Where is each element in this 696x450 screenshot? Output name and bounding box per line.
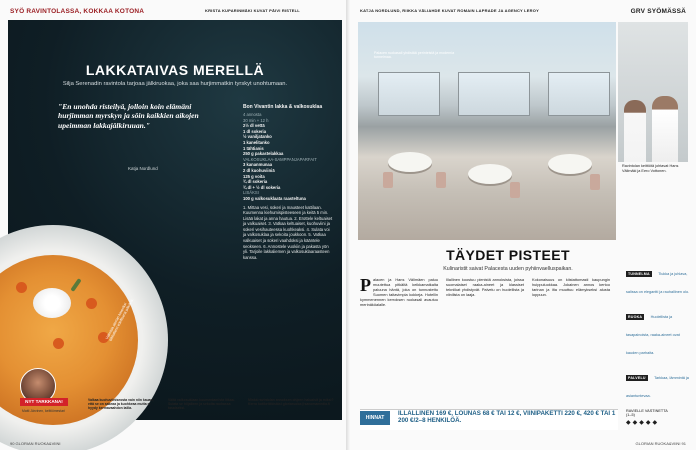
recipe-box bbox=[243, 104, 333, 260]
tip-column-3: Minkä ravintolan annoksen ohjeen haluaisit ja miksi? Kerro kotikeittiöstäsi gloriaruoka@sanomamedia.fi bbox=[248, 398, 334, 407]
recipe-servings: 4 annosta bbox=[243, 112, 262, 117]
sidebar-item-ruoka bbox=[626, 305, 690, 359]
tip-column-1: Valkaa kuohuviiniseosta vain niin kauan, että se on sakeaa ja kuohkeaa mutta ei hyydy kermavaahdon lailla. bbox=[88, 398, 154, 411]
chef-figure bbox=[624, 100, 646, 162]
window-graphic bbox=[458, 72, 530, 116]
ingredient: ¾ dl + ½ dl sokeria bbox=[243, 184, 281, 190]
ingredient: 250 g pakastelakkaa bbox=[243, 151, 284, 157]
tip-tag: NYT TARKKANA! bbox=[20, 398, 68, 406]
quote-author: Katja Nordlund bbox=[128, 166, 158, 171]
fish-icon: ◆ bbox=[632, 420, 638, 426]
ingredient: 125 g voita bbox=[243, 173, 265, 179]
review-subtitle: Kulinaristit saivat Palacesta uuden pyhiinvaelluspaikan. bbox=[443, 266, 573, 272]
ingredient: 2 dl kuohuviiniä bbox=[243, 167, 275, 173]
article-title: LAKKATAIVAS MERELLÄ bbox=[85, 62, 265, 78]
dish-photo bbox=[8, 20, 342, 420]
right-page bbox=[348, 0, 696, 450]
angled-tip-text: Valmista aterian kaveriksi lakkaliemi edellisenä päivänä. bbox=[105, 298, 135, 342]
pull-quote: "En unohda risteilyä, jolloin koin elämäni hurjimman myrskyn ja söin kaikkien aikojen upeimman lakkajälkiruuan." bbox=[58, 102, 199, 130]
ingredient: ¾ dl sokeria bbox=[243, 179, 268, 185]
ingredient: ½ vaniljatanko bbox=[243, 134, 272, 140]
sidebar-item-tunnelma bbox=[626, 262, 690, 298]
table-graphic bbox=[468, 164, 512, 184]
ingredient: 1 dl sokeria bbox=[243, 128, 267, 134]
cloudberry-graphic bbox=[16, 282, 27, 293]
sidebar-text: Tiukka ja juhlava, salissa on elegantti ja rauhallinen olo. bbox=[626, 272, 690, 294]
gutter-shadow bbox=[346, 0, 350, 450]
sidebar-text: Tarkkaa, lämmintä ja asiantuntevaa. bbox=[626, 376, 689, 398]
sidebar-badge: RUOKA bbox=[628, 315, 643, 319]
rating-label: RAVIELLE VASTINETTA bbox=[626, 409, 668, 413]
fish-icon: ◆ bbox=[639, 420, 644, 426]
table-graphic bbox=[388, 152, 432, 172]
sidebar-text: Huolellista ja tasapainoista, raaka-aineet ovat kauden parhaita. bbox=[626, 315, 680, 355]
chair-graphic bbox=[436, 172, 446, 188]
price-text: ILLALLINEN 169 €, LOUNAS 68 € TAI 12 €, VIINIPAKETTI 220 €, 420 € TAI 1 200 €/2–8 HENKILÖÄ. bbox=[398, 410, 616, 425]
section-header: GRV SYÖMÄSSÄ bbox=[630, 8, 686, 15]
restaurant-photo bbox=[358, 22, 616, 240]
parfait-graphic bbox=[33, 288, 71, 318]
recipe-title: Bon Vivantin lakka & valkosuklaa bbox=[243, 104, 323, 110]
fish-icon: ◆ bbox=[645, 420, 651, 426]
fish-icon: ◆ bbox=[626, 420, 631, 426]
ingredient: 2½ dl vettä bbox=[243, 123, 265, 129]
chair-graphic bbox=[383, 172, 393, 188]
article-subtitle: Silja Serenadin ravintola tarjoaa jälkiruokaa, joka saa hurjimmatkin tyrskyt unohtumaan. bbox=[62, 81, 288, 87]
cloudberry-graphic bbox=[86, 298, 97, 309]
credit-line: KRISTA KUPARINMÄKI KUVAT PÄIVI RISTELL bbox=[205, 8, 300, 13]
window-graphic bbox=[548, 72, 610, 116]
review-title: TÄYDET PISTEET bbox=[446, 247, 570, 263]
chair-graphic bbox=[510, 182, 520, 198]
body-column-1 bbox=[360, 275, 438, 307]
page-number: GLORIAN RUOKA&VIINI 91 bbox=[635, 441, 686, 446]
cloudberry-graphic bbox=[53, 338, 64, 349]
ingredient: 100 g valkosuklaata raasteltuna bbox=[243, 195, 306, 201]
rating-icons bbox=[626, 419, 690, 426]
body-column-3: Kokonaisuus on kiistattomasti kaupungin huippuluokkaa. Jokainen annos kertoo tarinan ja ilta muuttuu elämykseksi alusta loppuun. bbox=[532, 277, 610, 297]
body-text: alacen ja Hans Välimäen paluu muutettua pitkältä keikkamatkalta paluuna häntä, joka on tunnustettu Suomen taitavimpia kokkeja. Hotellin kymmenennen kerroksen ruokasali avautuu merinäköalalle. bbox=[360, 277, 438, 307]
window-graphic bbox=[378, 72, 440, 116]
sidebar-badge: PALVELU bbox=[628, 376, 646, 380]
chair-graphic bbox=[590, 174, 600, 190]
chef-name: Matti Järvinen, keittiömestari bbox=[22, 409, 65, 413]
recipe-steps: 1. Mittaa vesi, sokeri ja mausteet kattilaan. Kuumenna kiehumispisteeseen ja keitä 5 min. Lisää lakat ja anna hautua. 2. Erottele keltuaiset ja valkuaiset. 3. Vatkaa keltuaiset, kuohuviini ja sokeri vesihauteessa kuohkeaksi. 4. Sulata voi ja valkosuklaa ja sekoita joukkoon. 5. Vatkaa valkuaiset ja sokeri vaahdoksi ja kääntele seokseen. 6. Annostele vuokiin ja pakasta yön yli. Tarjoile lakkaliemen ja valkosuklaaraasteen kanssa. bbox=[243, 204, 333, 260]
recipe-time: 30 min + 12 h bbox=[243, 117, 269, 123]
recipe-section-label: VALKOSUKLAA-SAMPPANJAPARFAIT bbox=[243, 156, 317, 162]
section-header: SYÖ RAVINTOLASSA, KOKKAA KOTONA bbox=[10, 8, 145, 15]
drop-cap: P bbox=[360, 275, 371, 295]
chefs-caption: Ravintolan keittiötä johtavat Hans Välimäki ja Eero Vottonen. bbox=[622, 164, 679, 173]
sidebar-badge: TUNNELMA bbox=[628, 272, 650, 276]
ingredient: 1 kanelitanko bbox=[243, 139, 270, 145]
photo-caption: Palacen ruokasali yhdistää perinteistä ja modernia tunnelmaa. bbox=[374, 51, 455, 60]
review-sidebar bbox=[626, 262, 690, 426]
ingredient: 1 tähtianis bbox=[243, 145, 264, 151]
fish-icon: ◆ bbox=[652, 420, 658, 426]
credit-line: KATJA NORDLUND, RIIKKA VÄLIAHDE KUVAT ROMAIN LAPRADE JA AGENCY LEROY bbox=[360, 8, 539, 13]
recipe-section-label: LISÄKSI bbox=[243, 190, 259, 196]
table-graphic bbox=[548, 154, 592, 174]
tip-column-2: Vältä valkosuklaan kuumentamista liikaa. Sulata se hiljalleen ja sekoita rauhassa tasaiseksi. bbox=[168, 398, 235, 411]
chef-figure bbox=[652, 96, 678, 162]
rating-scale: (1–5) bbox=[626, 413, 635, 417]
page-number: 90 GLORIAN RUOKA&VIINI bbox=[10, 441, 61, 446]
ingredient: 3 kananmunaa bbox=[243, 162, 273, 168]
sidebar-item-palvelu bbox=[626, 366, 690, 402]
price-label: HINNAT bbox=[360, 411, 390, 425]
body-column-2: Illallinen koostuu pienistä annoksista, joissa suomalaiset raaka-aineet ja klassiset tekniikat yhdistyvät. Palvelu on huolellista ja viinilista on laaja. bbox=[446, 277, 524, 297]
